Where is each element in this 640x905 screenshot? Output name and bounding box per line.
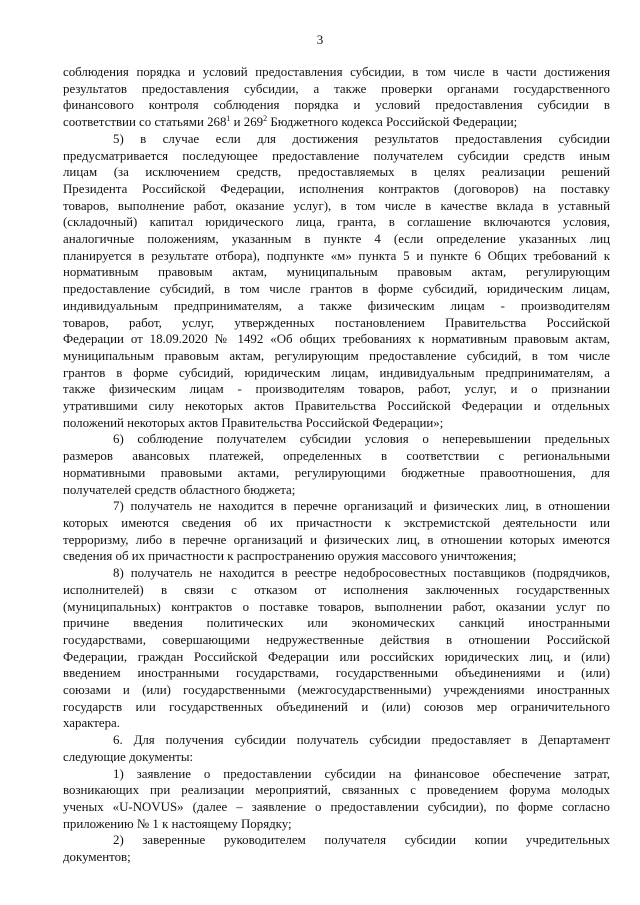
text-segment: соответствии со статьями 268	[63, 115, 227, 130]
text-segment: государств или государственных объединений и (или) союзов мер ограничительного	[63, 699, 610, 714]
text-segment: исполнителей) в связи с отказом от исполнения заключенных государственных	[63, 582, 610, 597]
text-line	[63, 315, 610, 332]
text-segment: предусматривается последующее предоставление получателем субсидии средств иным	[63, 148, 610, 163]
text-line	[63, 365, 610, 382]
text-line	[63, 231, 610, 248]
text-segment: также физическим лицам - производителям товаров, работ, услуг, и о признании	[63, 382, 610, 397]
text-line	[63, 816, 610, 833]
text-segment: (муниципальных) контрактов о поставке товаров, выполнении работ, оказании услуг по	[63, 599, 610, 614]
text-segment: 5) в случае если для достижения результатов предоставления субсидии	[113, 131, 610, 146]
text-line	[63, 515, 610, 532]
text-line	[63, 498, 610, 515]
text-line	[63, 532, 610, 549]
text-line	[63, 398, 610, 415]
text-segment: Федерации от 18.09.2020 № 1492 «Об общих требованиях к нормативным правовым актам,	[63, 332, 610, 347]
text-segment: введением иностранными государствами, государственными объединениями и (или)	[63, 666, 610, 681]
text-segment: сведения об их причастности к распространению оружия массового уничтожения;	[63, 549, 517, 564]
text-segment: 7) получатель не находится в перечне организаций и физических лиц, в отношении	[113, 499, 610, 514]
text-line	[63, 682, 610, 699]
text-segment: лицам (за исключением средств, предоставляемых в целях реализации решений	[63, 165, 610, 180]
text-segment: нормативными правовыми актами, регулирующими бюджетные правоотношения, для	[63, 465, 610, 480]
text-line	[63, 582, 610, 599]
text-segment: Бюджетного кодекса Российской Федерации;	[267, 115, 518, 130]
text-segment: и 269	[230, 115, 264, 130]
text-segment: нормативным правовым актам, муниципальным правовым актам, регулирующим	[63, 265, 610, 280]
text-line	[63, 715, 610, 732]
text-line	[63, 565, 610, 582]
text-line	[63, 415, 610, 432]
text-segment: 2) заверенные руководителем получателя субсидии копии учредительных	[113, 833, 610, 848]
text-line	[63, 482, 610, 499]
text-line	[63, 699, 610, 716]
text-line	[63, 632, 610, 649]
text-line	[63, 81, 610, 98]
text-line	[63, 782, 610, 799]
text-segment: государствами, совершающими недружественные действия в отношении Российской	[63, 632, 610, 647]
text-segment: приложению № 1 к настоящему Порядку;	[63, 816, 292, 831]
text-segment: возникающих при реализации мероприятий, связанных с проведением форума молодых	[63, 783, 610, 798]
text-line	[63, 298, 610, 315]
text-line	[63, 181, 610, 198]
text-segment: (складочный) капитал юридического лица, гранта, в соглашение включаются условия,	[63, 215, 610, 230]
text-segment: следующие документы:	[63, 749, 194, 764]
text-segment: индивидуальным предпринимателям, а также физическим лицам - производителям	[63, 298, 610, 313]
text-segment: 6. Для получения субсидии получатель субсидии предоставляет в Департамент	[113, 733, 610, 748]
text-segment: положений некоторых актов Правительства Российской Федерации»;	[63, 415, 444, 430]
text-segment: которых имеются сведения об их причастности к экстремистской деятельности или	[63, 515, 610, 530]
text-segment: утратившими силу некоторых актов Правительства Российской Федерации и отдельных	[63, 399, 610, 414]
text-segment: финансового контроля соблюдения порядка и условий предоставления субсидии в	[63, 98, 610, 113]
paragraph	[63, 766, 610, 833]
text-line	[63, 599, 610, 616]
superscript: 1	[226, 114, 231, 124]
text-line	[63, 214, 610, 231]
paragraph	[63, 832, 610, 865]
text-line	[63, 448, 610, 465]
text-segment: получателей средств областного бюджета;	[63, 482, 296, 497]
text-segment: муниципальным правовым актам, регулирующим предоставление субсидий, в том числе	[63, 348, 610, 363]
paragraph	[63, 64, 610, 131]
text-line	[63, 548, 610, 565]
text-line	[63, 849, 610, 866]
text-segment: характера.	[63, 716, 121, 731]
text-segment: 1) заявление о предоставлении субсидии на финансовое обеспечение затрат,	[113, 766, 610, 781]
paragraph	[63, 565, 610, 732]
text-segment: аналогичные положениям, указанным в пункте 4 (если определение указанных лиц	[63, 232, 610, 247]
text-segment: причине введения политических или экономических санкций иностранными	[63, 616, 610, 631]
text-segment: грантов в форме субсидий, юридическим лицам, индивидуальным предпринимателям, а	[63, 365, 610, 380]
text-line	[63, 164, 610, 181]
page-number: 3	[316, 32, 324, 47]
text-segment: предоставление субсидий, в том числе грантов в форме субсидий, юридическим лицам,	[63, 282, 610, 297]
text-segment: ученых «U-NOVUS» (далее – заявление о предоставлении субсидии), по форме согласно	[63, 799, 610, 814]
text-line	[63, 832, 610, 849]
text-line	[63, 248, 610, 265]
paragraph	[63, 431, 610, 498]
text-segment: 6) соблюдение получателем субсидии условия о неперевышении предельных	[113, 432, 610, 447]
text-line	[63, 64, 610, 81]
text-segment: 8) получатель не находится в реестре недобросовестных поставщиков (подрядчиков,	[113, 566, 610, 581]
text-segment: документов;	[63, 850, 131, 865]
text-line	[63, 97, 610, 114]
text-line	[63, 264, 610, 281]
text-line	[63, 749, 610, 766]
text-line	[63, 114, 610, 131]
text-segment: результатов предоставления субсидии, а также проверки органами государственного	[63, 81, 610, 96]
text-segment: союзами и (или) государственными (межгосударственными) учреждениями иностранных	[63, 683, 610, 698]
text-segment: соблюдения порядка и условий предоставления субсидии, в том числе в части достижения	[63, 65, 610, 79]
text-line	[63, 649, 610, 666]
text-segment: товаров, работ, услуг, утвержденных постановлением Правительства Российской	[63, 315, 610, 330]
text-line	[63, 615, 610, 632]
document-body	[63, 64, 610, 866]
text-line	[63, 348, 610, 365]
text-segment: терроризму, либо в перечне организаций и физических лиц, в отношении которых имеются	[63, 532, 610, 547]
text-segment: товаров, выполнение работ, оказание услуг), в том числе в качестве вклада в уставный	[63, 198, 610, 213]
text-segment: Федерации, граждан Российской Федерации или российских юридических лиц, и (или)	[63, 649, 610, 664]
text-line	[63, 131, 610, 148]
superscript: 2	[263, 114, 268, 124]
text-line	[63, 465, 610, 482]
text-line	[63, 198, 610, 215]
text-segment: размеров авансовых платежей, определенных в соответствии с региональными	[63, 449, 610, 464]
text-line	[63, 665, 610, 682]
paragraph	[63, 131, 610, 432]
text-line	[63, 766, 610, 783]
text-line	[63, 799, 610, 816]
text-segment: планируется в результате отбора), подпункте «м» пункта 5 и пункте 6 Общих требований к	[63, 248, 610, 263]
text-line	[63, 281, 610, 298]
text-line	[63, 148, 610, 165]
text-line	[63, 431, 610, 448]
text-line	[63, 381, 610, 398]
text-line	[63, 732, 610, 749]
text-segment: Президента Российской Федерации, исполнения контрактов (договоров) на поставку	[63, 181, 610, 196]
text-line	[63, 331, 610, 348]
paragraph	[63, 498, 610, 565]
paragraph	[63, 732, 610, 765]
